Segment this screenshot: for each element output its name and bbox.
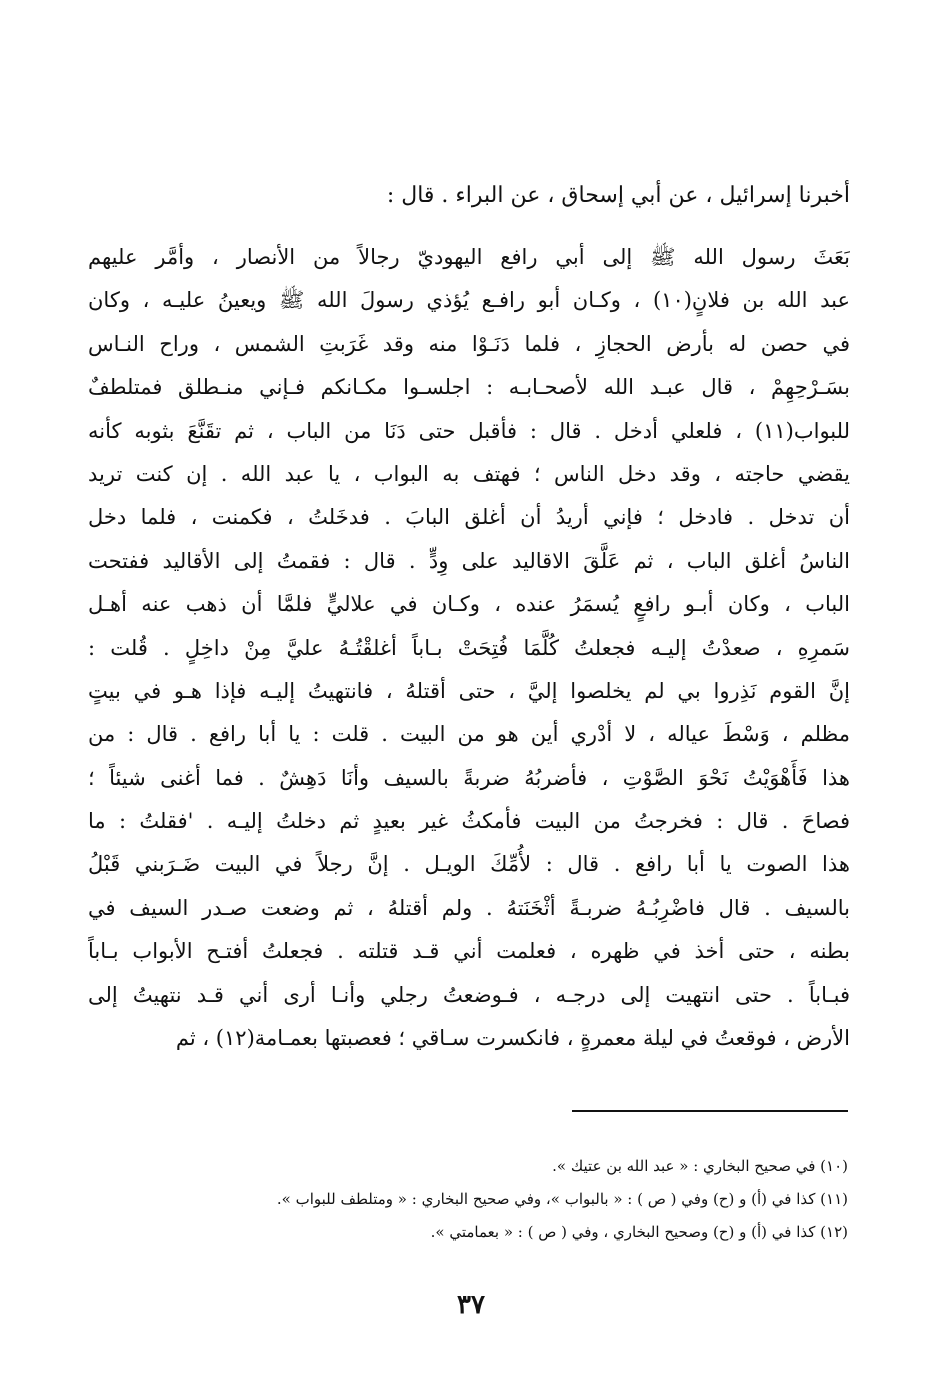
text-line: للبواب(١١) ، فلعلي أدخل . قال : فأقبل حتى دَنَا من الباب ، ثم تقَنَّعَ بثوبه كأنه <box>88 418 850 443</box>
text-line: الناسُ أغلق الباب ، ثم عَلَّقَ الاقاليد على وِدٍّ . قال : فقمتُ إلى الأقاليد ففتحت <box>88 548 850 573</box>
footnotes <box>88 1150 848 1249</box>
isnad-line: أخبرنا إسرائيل ، عن أبي إسحاق ، عن البراء . قال : <box>386 183 850 208</box>
text-line: عبد الله بن فلانٍ(١٠) ، وكـان أبو رافـع يُؤذي رسولَ الله ﷺ ويعينُ عليـه ، وكان <box>88 288 850 313</box>
text-line: بَعَثَ رسول الله ﷺ إلى أبي رافع اليهوديّ رجالاً من الأنصار ، وأمَّر عليهم <box>88 245 850 269</box>
footnote-separator <box>572 1110 848 1112</box>
text-line: فصاحَ . قال : فخرجتُ من البيت فأمكثُ غير بعيدٍ ثم دخلتُ إليـه . 'فقلتُ : ما <box>88 809 850 834</box>
text-line: مظلم ، وَسْطَ عياله ، لا أدْري أين هو من البيت . قلت : يا أبا رافع . قال : من <box>88 722 850 747</box>
footnote: (١١) كذا في (أ) و (ح) وفي ( ص ) : « بالبواب »، وفي صحيح البخاري : « ومتلطف للبواب ». <box>276 1190 848 1208</box>
text-line: سَمرِهِ ، صعدْتُ إليـه فجعلتُ كُلَّمَا فُتِحَتْ بـاباً أغلقْتُـهُ عليَّ مِنْ داخِلٍ . قُلت : <box>88 635 850 660</box>
text-line: الأرض ، فوقعتُ في ليلة معمرةٍ ، فانكسرت سـاقي ؛ فعصبتها بعمـامة(١٢) ، ثم <box>175 1026 850 1051</box>
main-text <box>88 236 850 1060</box>
text-line: الباب ، وكان أبـو رافعٍ يُسمَرُ عنده ، وكـان في علاليٍّ فلمَّا أن ذهب عنه أهـل <box>88 592 850 617</box>
footnote: (١٠) في صحيح البخاري : « عبد الله بن عتيك ». <box>552 1157 848 1175</box>
footnote: (١٢) كذا في (أ) و (ح) وصحيح البخاري ، وفي ( ص ) : « بعمامتي ». <box>430 1223 848 1241</box>
page-number: ٣٧ <box>457 1290 485 1320</box>
text-line: بالسيف . قال فاضْرِبُـهُ ضربـةً أثْخَنَتهُ . ولم أقتلهُ ، ثم وضعت صـدر السيف في <box>88 895 850 920</box>
text-line: هذا الصوت يا أبا رافع . قال : لأُمِّكَ الويـل . إنَّ رجلاً في البيت ضَـرَبني قَبْلُ <box>88 852 850 877</box>
text-line: بطنه ، حتى أخذ في ظهره ، فعلمت أني قـد قتلته . فجعلتُ أفتـح الأبواب بـاباً <box>88 939 850 964</box>
text-line: فبـاباً . حتى انتهيت إلى درجـه ، فـوضعتُ رجلي وأنـا أرى أني قـد نتهيتُ إلى <box>88 982 850 1007</box>
text-line: بسَـرْحِهِمْ ، قال عبـد الله لأصحـابـه : اجلسـوا مكـانكم فـإني منـطلق فمتلطفٌ <box>88 375 850 400</box>
text-line: هذا فَأَهْوَيْتُ نَحْوَ الصَّوْتِ ، فأضربُهُ ضربةً بالسيف وأنَا دَهِشٌ . فما أغنى شيئاً ؛ <box>88 765 850 790</box>
text-line: أن تدخل . فادخل ؛ فإني أريدُ أن أغلق البابَ . فدخَلتُ ، فكمنت ، فلما دخل <box>88 505 850 530</box>
text-line: إنَّ القوم نَذِروا بي لم يخلصوا إليَّ ، حتى أقتلهُ ، فانتهيتُ إليـه فإذا هـو في بيتٍ <box>88 678 850 703</box>
text-line: في حصن له بأرض الحجازِ ، فلما دَنَـوْا منه وقد غَرَبتِ الشمس ، وراح النـاس <box>88 331 850 356</box>
text-line: يقضي حاجته ، وقد دخل الناس ؛ فهتف به البواب ، يا عبد الله . إن كنت تريد <box>88 461 850 486</box>
